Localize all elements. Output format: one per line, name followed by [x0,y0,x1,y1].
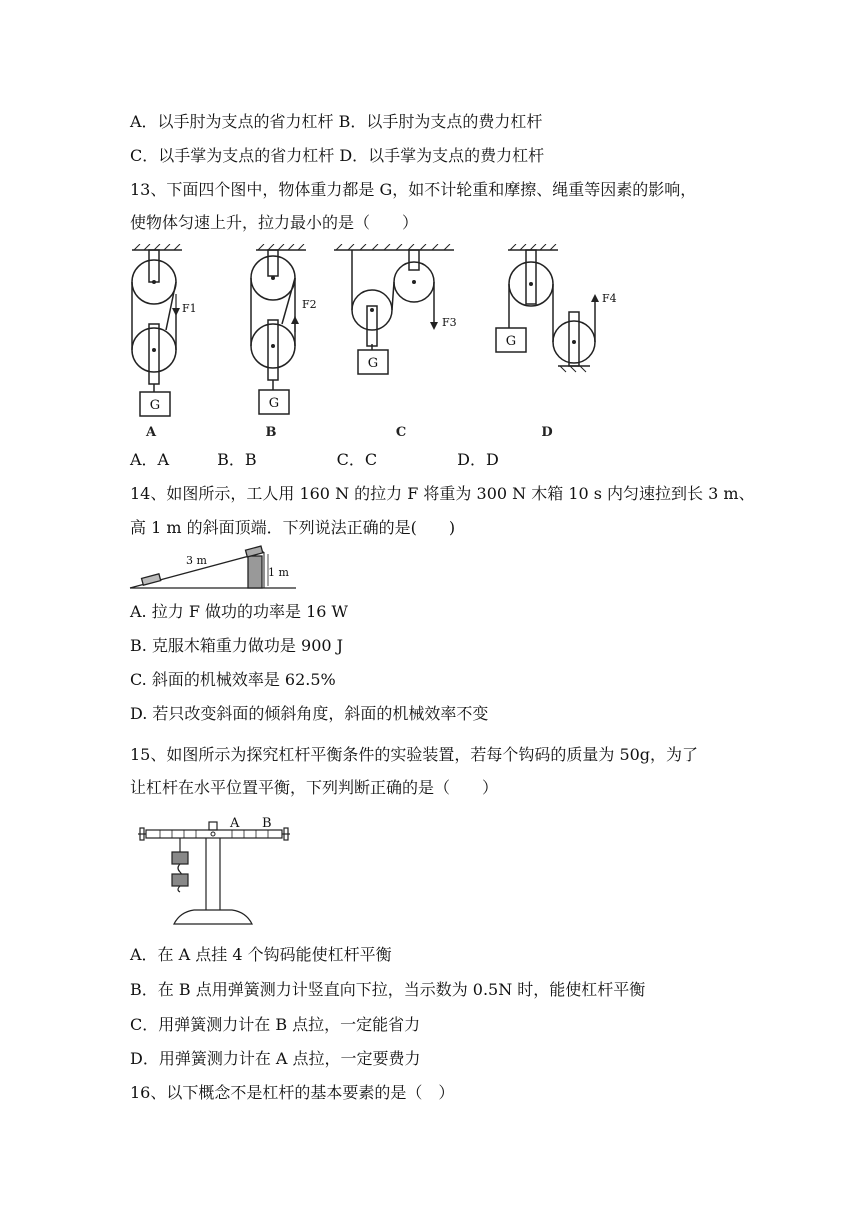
q13-force-f1: F1 [182,302,197,315]
q13-stem-line1: 13、下面四个图中，物体重力都是 G，如不计轮重和摩擦、绳重等因素的影响， [130,180,697,199]
q12-options-line2: C．以手掌为支点的省力杠杆 D．以手掌为支点的费力杠杆 [130,146,545,165]
q13-force-f4: F4 [602,292,617,305]
q15-option-d: D．用弹簧测力计在 A 点拉，一定要费力 [130,1049,421,1068]
q15-option-b: B．在 B 点用弹簧测力计竖直向下拉，当示数为 0.5N 时，能使杠杆平衡 [130,980,646,999]
q13-label-d: D [541,425,553,440]
q14-option-c: C. 斜面的机械效率是 62.5% [130,670,336,689]
q13-label-a: A [145,425,157,440]
q14-height-label: 1 m [268,566,289,579]
q15-option-a: A．在 A 点挂 4 个钩码能使杠杆平衡 [130,945,392,964]
q13-force-f2: F2 [302,298,317,311]
q14-length-label: 3 m [186,554,207,567]
q15-point-b: B [262,816,272,831]
q14-incline-figure [128,542,298,592]
q15-option-c: C．用弹簧测力计在 B 点拉，一定能省力 [130,1015,421,1034]
q14-option-b: B. 克服木箱重力做功是 900 J [130,636,344,655]
q13-weight-a: G [149,398,161,413]
q15-lever-figure [134,812,294,928]
q15-stem-line1: 15、如图所示为探究杠杆平衡条件的实验装置，若每个钩码的质量为 50g，为了 [130,745,699,764]
q13-weight-d: G [505,334,517,349]
q13-weight-b: G [268,396,280,411]
q16-stem: 16、以下概念不是杠杆的基本要素的是（ ） [130,1083,455,1102]
q15-point-a: A [230,816,240,831]
q12-options-line1: A．以手肘为支点的省力杠杆 B．以手肘为支点的费力杠杆 [130,112,543,131]
q15-stem-line2: 让杠杆在水平位置平衡，下列判断正确的是（ ） [130,778,499,797]
q14-stem-line2: 高 1 m 的斜面顶端．下列说法正确的是( ) [130,518,456,537]
q13-pulley-figure [120,244,620,444]
q14-stem-line1: 14、如图所示，工人用 160 N 的拉力 F 将重为 300 N 木箱 10 s 内匀速拉到长 3 m、 [130,484,755,503]
q13-weight-c: G [367,356,379,371]
q13-force-f3: F3 [442,316,457,329]
q13-label-b: B [265,425,277,440]
q14-option-a: A. 拉力 F 做功的功率是 16 W [130,602,348,621]
q13-label-c: C [395,425,407,440]
q14-option-d: D. 若只改变斜面的倾斜角度，斜面的机械效率不变 [130,704,489,723]
q13-options: A．A B．B C．C D．D [130,450,499,469]
q13-stem-line2: 使物体匀速上升，拉力最小的是（ ） [130,213,419,232]
